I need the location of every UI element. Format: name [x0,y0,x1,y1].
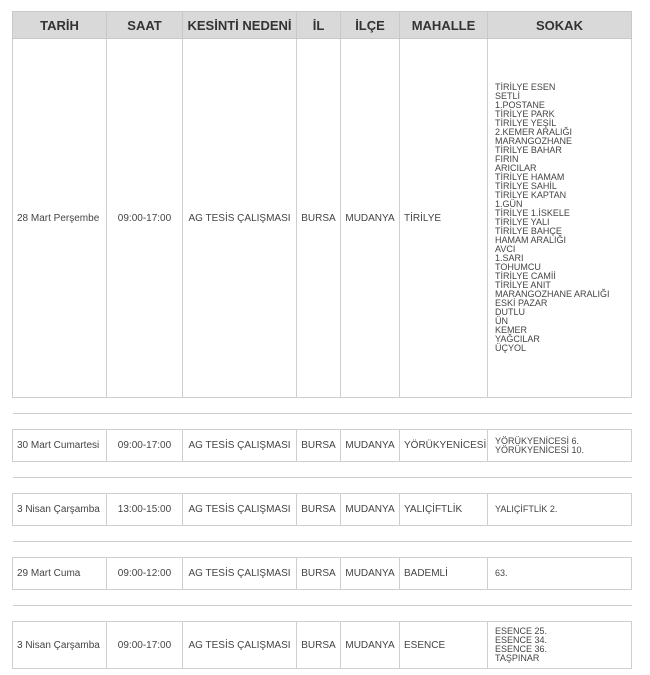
street-name: TİRİLYE 1.İSKELE [495,208,570,218]
street-name: ESENCE 34. [495,635,548,645]
cell-kesinti-nedeni: AG TESİS ÇALIŞMASI [183,39,297,398]
cell-ilce: MUDANYA [341,430,400,462]
cell-mahalle: ESENCE [400,622,488,669]
cell-kesinti-nedeni: AG TESİS ÇALIŞMASI [183,430,297,462]
cell-tarih: 3 Nisan Çarşamba [13,622,107,669]
cell-mahalle: BADEMLİ [400,558,488,590]
street-name: 2.KEMER ARALIĞI [495,127,573,137]
table-row [13,39,632,398]
street-name: 1.POSTANE [495,100,545,110]
street-name: YÖRÜKYENİCESİ 6. [495,435,580,446]
cell-saat: 09:00-17:00 [107,622,183,669]
cell-ilce: MUDANYA [341,558,400,590]
cell-il: BURSA [297,558,341,590]
header-ilce: İLÇE [341,12,400,39]
street-name: YÖRÜKYENİCESİ 10. [495,444,585,455]
spacer-row [13,542,632,558]
street-name: AVCI [495,244,516,254]
cell-sokak [488,622,632,669]
street-name: TİRİLYE ANIT [495,280,551,290]
street-name: TİRİLYE KAPTAN [495,190,567,200]
street-name: KEMER [495,325,528,335]
header-tarih: TARİH [13,12,107,39]
table-row [13,558,632,590]
street-name: TOHUMCU [495,262,541,272]
cell-saat: 09:00-17:00 [107,430,183,462]
spacer-cell [13,462,632,478]
spacer-cell [13,398,632,414]
street-name: ESENCE 36. [495,644,548,654]
cell-sokak [488,430,632,462]
header-saat: SAAT [107,12,183,39]
spacer-row [13,414,632,430]
cell-sokak [488,494,632,526]
cell-tarih: 30 Mart Cumartesi [13,430,107,462]
cell-ilce: MUDANYA [341,622,400,669]
header-row [13,12,632,39]
street-name: MARANGOZHANE [495,136,573,146]
spacer-cell [13,526,632,542]
table-row [13,430,632,462]
cell-ilce: MUDANYA [341,39,400,398]
street-name: YALIÇİFTLİK 2. [495,504,558,514]
cell-kesinti-nedeni: AG TESİS ÇALIŞMASI [183,494,297,526]
street-name: ARICILAR [495,163,537,173]
street-name: ESKİ PAZAR [495,298,548,308]
street-name: ÜÇYOL [495,343,527,353]
spacer-cell [13,414,632,430]
spacer-row [13,590,632,606]
street-name: MARANGOZHANE ARALIĞI [495,289,610,299]
street-name: TİRİLYE HAMAM [495,172,565,182]
spacer-cell [13,542,632,558]
spacer-row [13,606,632,622]
street-name: ÜN [495,316,508,326]
street-name: 1.SARI [495,253,524,263]
table-row [13,494,632,526]
street-name: TİRİLYE CAMİİ [495,271,556,281]
header-kesinti-nedeni: KESİNTİ NEDENİ [183,12,297,39]
street-name: TİRİLYE YALI [495,217,550,227]
street-name: TAŞPINAR [495,653,540,663]
spacer-row [13,462,632,478]
cell-kesinti-nedeni: AG TESİS ÇALIŞMASI [183,558,297,590]
cell-mahalle: YÖRÜKYENİCESİ [400,430,488,462]
street-name: HAMAM ARALIĞI [495,235,567,245]
street-name: TİRİLYE YEŞİL [495,118,557,128]
spacer-row [13,526,632,542]
cell-kesinti-nedeni: AG TESİS ÇALIŞMASI [183,622,297,669]
street-name: 1.GÜN [495,199,523,209]
spacer-cell [13,478,632,494]
header-il: İL [297,12,341,39]
header-mahalle: MAHALLE [400,12,488,39]
street-name: ESENCE 25. [495,626,548,636]
cell-sokak [488,39,632,398]
cell-il: BURSA [297,622,341,669]
cell-ilce: MUDANYA [341,494,400,526]
cell-il: BURSA [297,39,341,398]
street-name: TİRİLYE PARK [495,109,555,119]
cell-il: BURSA [297,494,341,526]
outage-table [12,11,632,669]
street-name: TİRİLYE BAHAR [495,145,562,155]
street-name: TİRİLYE SAHİL [495,181,557,191]
spacer-row [13,398,632,414]
street-name: 63. [495,568,508,578]
cell-saat: 09:00-17:00 [107,39,183,398]
street-name: YAĞCILAR [495,334,540,344]
cell-mahalle: YALIÇİFTLİK [400,494,488,526]
cell-sokak [488,558,632,590]
cell-saat: 13:00-15:00 [107,494,183,526]
cell-il: BURSA [297,430,341,462]
spacer-cell [13,590,632,606]
street-name: TİRİLYE ESEN [495,82,556,92]
header-sokak: SOKAK [488,12,632,39]
cell-saat: 09:00-12:00 [107,558,183,590]
spacer-cell [13,606,632,622]
cell-mahalle: TİRİLYE [400,39,488,398]
street-name: SETLİ [495,91,521,101]
cell-tarih: 3 Nisan Çarşamba [13,494,107,526]
street-name: DUTLU [495,307,526,317]
table-row [13,622,632,669]
cell-tarih: 28 Mart Perşembe [13,39,107,398]
spacer-row [13,478,632,494]
street-name: FIRIN [495,154,519,164]
cell-tarih: 29 Mart Cuma [13,558,107,590]
street-name: TİRİLYE BAHÇE [495,226,562,236]
